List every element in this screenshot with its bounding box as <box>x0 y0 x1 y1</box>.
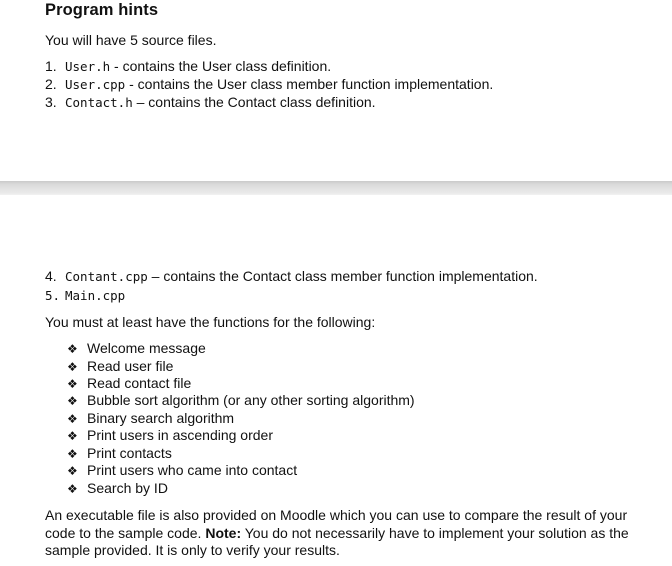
bullet-text: Print contacts <box>87 445 172 461</box>
closing-note-text: You do not necessarily have to implement your solution as the sample provided. It is only to verify your results. <box>45 524 629 559</box>
file-name: Contant.cpp <box>65 269 148 284</box>
diamond-bullet-icon: ❖ <box>67 429 78 443</box>
file-item <box>45 94 376 110</box>
diamond-bullet-icon: ❖ <box>67 482 78 496</box>
list-number: 2. <box>45 76 57 92</box>
diamond-bullet-icon: ❖ <box>67 464 78 478</box>
diamond-bullet-icon: ❖ <box>67 360 78 374</box>
file-item <box>45 58 331 74</box>
file-name: User.cpp <box>65 77 126 92</box>
bullet-text: Welcome message <box>87 340 206 356</box>
bullet-item <box>67 358 173 374</box>
bullet-item <box>67 480 168 496</box>
bullet-text: Print users in ascending order <box>87 427 273 443</box>
file-name: User.h <box>65 59 111 74</box>
bullet-item <box>67 427 273 443</box>
list-number: 3. <box>45 94 57 110</box>
bullet-item <box>67 375 191 391</box>
bullet-item <box>67 445 172 461</box>
list-number: 5. <box>45 288 61 303</box>
file-name: Contact.h <box>65 95 133 110</box>
bullet-item <box>67 340 206 356</box>
note-label: Note: <box>205 524 242 541</box>
bullet-text: Read contact file <box>87 375 192 391</box>
bullet-item <box>67 392 415 408</box>
file-item <box>45 268 538 284</box>
intro-text: You will have 5 source files. <box>45 32 217 48</box>
diamond-bullet-icon: ❖ <box>67 394 78 408</box>
diamond-bullet-icon: ❖ <box>67 447 78 461</box>
page-separator <box>0 181 672 195</box>
bullet-text: Bubble sort algorithm (or any other sorting algorithm) <box>87 392 415 408</box>
file-description: - contains the User class member function implementation. <box>125 76 494 92</box>
bullet-text: Print users who came into contact <box>87 462 298 478</box>
diamond-bullet-icon: ❖ <box>67 377 78 391</box>
bullet-item <box>67 410 234 426</box>
bullet-text: Search by ID <box>87 480 168 496</box>
bullet-text: Read user file <box>87 358 174 374</box>
page-title: Program hints <box>45 1 159 19</box>
file-item <box>45 287 125 303</box>
list-number: 1. <box>45 58 57 74</box>
bullet-text: Binary search algorithm <box>87 410 235 426</box>
bullet-item <box>67 462 297 478</box>
file-name: Main.cpp <box>65 288 126 303</box>
file-description: – contains the Contact class member function implementation. <box>147 268 538 284</box>
closing-paragraph <box>45 507 645 560</box>
diamond-bullet-icon: ❖ <box>67 342 78 356</box>
file-description: - contains the User class definition. <box>110 58 332 74</box>
file-description: – contains the Contact class definition. <box>132 94 376 110</box>
list-number: 4. <box>45 268 57 284</box>
functions-intro: You must at least have the functions for the following: <box>45 314 376 330</box>
closing-text: An executable file is also provided on Moodle which you can use to compare the result of your code to the sample code. <box>45 507 628 541</box>
diamond-bullet-icon: ❖ <box>67 412 78 426</box>
file-item <box>45 76 493 92</box>
